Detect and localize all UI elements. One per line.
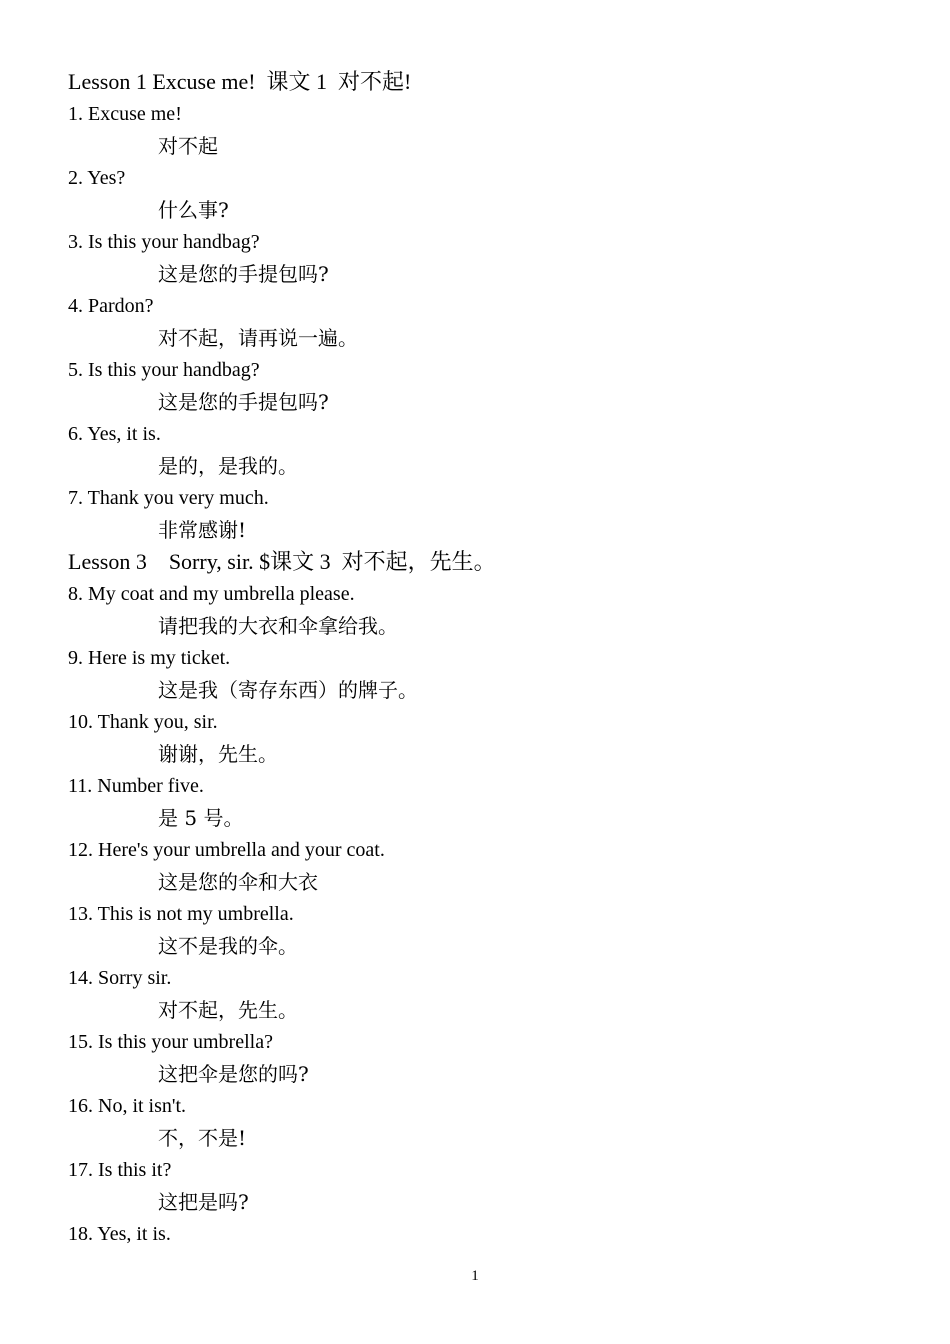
english-line: 6. Yes, it is. xyxy=(68,423,161,445)
english-line: 5. Is this your handbag? xyxy=(68,359,260,381)
document-body xyxy=(68,66,928,1250)
chinese-translation: 是 5 号。 xyxy=(158,806,244,830)
chinese-translation: 这是您的手提包吗? xyxy=(158,262,329,286)
english-line: 11. Number five. xyxy=(68,775,204,797)
lesson-heading: Lesson 3 Sorry, sir. $课文 3 对不起，先生。 xyxy=(68,549,496,574)
chinese-translation: 对不起，请再说一遍。 xyxy=(158,326,358,350)
chinese-translation: 对不起，先生。 xyxy=(158,998,298,1022)
english-line: 8. My coat and my umbrella please. xyxy=(68,583,355,605)
english-line: 16. No, it isn't. xyxy=(68,1095,187,1117)
english-line: 7. Thank you very much. xyxy=(68,487,269,509)
english-line: 1. Excuse me! xyxy=(68,103,182,125)
english-line: 12. Here's your umbrella and your coat. xyxy=(68,839,385,861)
english-line: 18. Yes, it is. xyxy=(68,1223,171,1245)
chinese-translation: 请把我的大衣和伞拿给我。 xyxy=(158,614,398,638)
chinese-translation: 谢谢，先生。 xyxy=(158,742,278,766)
english-line: 17. Is this it? xyxy=(68,1159,172,1181)
lesson-heading: Lesson 1 Excuse me! 课文 1 对不起! xyxy=(68,69,412,94)
chinese-translation: 这是您的伞和大衣 xyxy=(158,870,318,894)
chinese-translation: 这把伞是您的吗? xyxy=(158,1062,309,1086)
chinese-translation: 这是您的手提包吗? xyxy=(158,390,329,414)
chinese-translation: 是的，是我的。 xyxy=(158,454,298,478)
chinese-translation: 这是我（寄存东西）的牌子。 xyxy=(158,678,418,702)
english-line: 15. Is this your umbrella? xyxy=(68,1031,273,1053)
english-line: 2. Yes? xyxy=(68,167,126,189)
english-line: 10. Thank you, sir. xyxy=(68,711,218,733)
english-line: 14. Sorry sir. xyxy=(68,967,172,989)
english-line: 3. Is this your handbag? xyxy=(68,231,260,253)
page-number: 1 xyxy=(471,1268,479,1284)
chinese-translation: 这不是我的伞。 xyxy=(158,934,298,958)
chinese-translation: 什么事? xyxy=(158,198,229,222)
english-line: 13. This is not my umbrella. xyxy=(68,903,294,925)
chinese-translation: 这把是吗? xyxy=(158,1190,249,1214)
english-line: 9. Here is my ticket. xyxy=(68,647,231,669)
english-line: 4. Pardon? xyxy=(68,295,154,317)
chinese-translation: 非常感谢! xyxy=(158,518,247,542)
chinese-translation: 不，不是! xyxy=(158,1126,247,1150)
chinese-translation: 对不起 xyxy=(158,134,218,158)
